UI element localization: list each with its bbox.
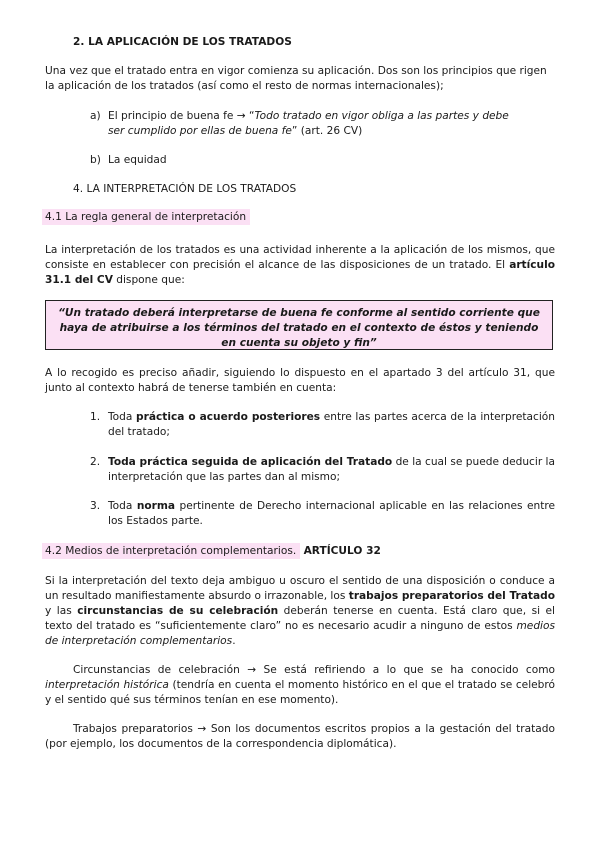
list-item-pre: Toda bbox=[108, 500, 137, 512]
list-item-bold: norma bbox=[136, 500, 176, 512]
subsection-4-1-title: 4.1 La regla general de interpretación bbox=[42, 209, 250, 225]
list-item-bold: Toda práctica seguida de aplicación del Tratado bbox=[108, 456, 393, 468]
subsection-4-2-title: 4.2 Medios de interpretación complementarios. bbox=[42, 543, 300, 559]
supp-text-2: y las bbox=[45, 605, 78, 617]
section-4-heading: 4. LA INTERPRETACIÓN DE LOS TRATADOS bbox=[73, 183, 297, 195]
section-2-intro: Una vez que el tratado entra en vigor comienza su aplicación. Dos son los principios que rigen la aplicación de los tratados (así como el resto de normas internacionales); bbox=[45, 65, 547, 92]
supp-text-4: . bbox=[232, 635, 236, 647]
list-item-number: 1. bbox=[90, 411, 101, 423]
article-32-label: ARTÍCULO 32 bbox=[303, 545, 381, 557]
paragraph-rule-text-a: La interpretación de los tratados es una actividad inherente a la aplicación de los mismos, que consiste en establecer con precisión el alcance de las disposiciones de un tratado. El bbox=[45, 244, 555, 271]
paragraph-context: A lo recogido es preciso añadir, siguiendo lo dispuesto en el apartado 3 del artículo 31, que junto al contexto habrá de tenerse también en cuenta: bbox=[45, 367, 555, 394]
article-31-quote: “Un tratado deberá interpretarse de buena fe conforme al sentido corriente que haya de atribuirse a los términos del tratado en el contexto de éstos y teniendo en cuenta su objeto y fin” bbox=[58, 307, 540, 349]
circ-text-1: Circunstancias de celebración → Se está refiriendo a lo que se ha conocido como bbox=[73, 664, 555, 676]
supp-text-3: deberán tenerse en cuenta. Está claro que, si el texto del tratado es “suficientemente claro” no es necesario acudir a ninguno de estos bbox=[45, 605, 555, 632]
list-item-post: de la cual se puede deducir la interpretación que las partes dan al mismo; bbox=[108, 456, 555, 483]
article-31-ref: artículo 31.1 del CV bbox=[45, 259, 555, 286]
supp-bold-2: circunstancias de su celebración bbox=[77, 605, 279, 617]
paragraph-preparatory: Trabajos preparatorios → Son los documentos escritos propios a la gestación del tratado (por ejemplo, los documentos de la correspondencia diplomática). bbox=[45, 723, 555, 750]
subsection-4-2-header bbox=[42, 544, 381, 559]
section-2-heading: 2. LA APLICACIÓN DE LOS TRATADOS bbox=[73, 36, 292, 48]
list-item-bold: práctica o acuerdo posteriores bbox=[136, 411, 321, 423]
paragraph-rule-text-b: dispone que: bbox=[112, 274, 185, 286]
paragraph-rule bbox=[45, 243, 555, 288]
principle-a-label: a) bbox=[90, 110, 101, 122]
supp-bold-1: trabajos preparatorios del Tratado bbox=[348, 590, 555, 602]
principle-a-tail: ” (art. 26 CV) bbox=[291, 125, 363, 137]
list-item bbox=[90, 455, 555, 485]
principle-a bbox=[90, 109, 510, 139]
list-item-post: entre las partes acerca de la interpretación del tratado; bbox=[108, 411, 555, 438]
principle-b-text: La equidad bbox=[108, 154, 167, 166]
supp-italic: medios de interpretación complementarios bbox=[45, 620, 555, 647]
circ-text-2: (tendría en cuenta el momento histórico en el que el tratado se celebró y el sentido qué sus términos tenían en ese momento). bbox=[45, 679, 555, 706]
principle-a-quote: Todo tratado en vigor obliga a las partes y debe ser cumplido por ellas de buena fe bbox=[108, 110, 509, 137]
paragraph-supplementary bbox=[45, 574, 555, 649]
list-item-pre: Toda bbox=[108, 411, 137, 423]
paragraph-circumstances bbox=[45, 663, 555, 708]
list-item bbox=[90, 499, 555, 529]
circ-italic: interpretación histórica bbox=[45, 679, 169, 691]
list-item-number: 2. bbox=[90, 456, 101, 468]
list-item bbox=[90, 410, 555, 440]
list-item-post: pertinente de Derecho internacional aplicable en las relaciones entre los Estados parte. bbox=[108, 500, 555, 527]
list-item-number: 3. bbox=[90, 500, 101, 512]
supp-text-1: Si la interpretación del texto deja ambiguo u oscuro el sentido de una disposición o conduce a un resultado manifiestamente absurdo o irrazonable, los bbox=[45, 575, 555, 602]
principle-b bbox=[90, 153, 510, 168]
principle-a-lead: El principio de buena fe → “ bbox=[108, 110, 255, 122]
principle-b-label: b) bbox=[90, 154, 101, 166]
article-31-quote-box bbox=[45, 300, 553, 350]
